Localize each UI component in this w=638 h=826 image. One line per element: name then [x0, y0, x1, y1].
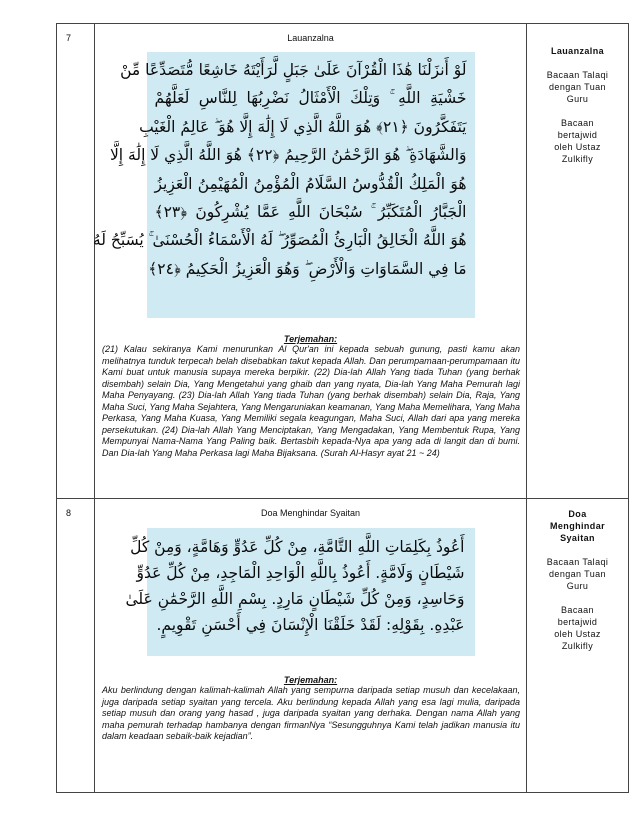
notes-cell [527, 499, 629, 793]
row-number: 7 [57, 24, 95, 499]
content-cell [92, 24, 527, 499]
content-cell [95, 499, 527, 793]
arabic-line: خَشْيَةِ اللَّهِ ۚ وَتِلْكَ الْأَمْثَالُ نَضْرِبُهَا لِلنَّاسِ لَعَلَّهُمْ [154, 89, 467, 108]
section-title: Lauanzalna [287, 33, 334, 43]
translation-text: (21) Kalau sekiranya Kami menurunkan Al Qur'an ini kepada sebuah gunung, pasti kamu akan melihatnya tunduk terpecah belah disebabkan takut kepada Allah. Dan perumpamaan-perumpamaan itu Kami buat untuk manusia supaya mereka berpikir. (22) Dia-lah Allah Yang tiada Tuhan (yang berhak disembah) selain Dia, Yang Mengetahui yang ghaib dan yang nyata, Dia-lah Yang Maha Pemurah lagi Maha Penyayang. (23) Dia-lah Allah Yang tiada Tuhan (yang berhak disembah) selain Dia, Raja, Yang Maha Suci, Yang Maha Sejahtera, Yang Mengaruniakan keamanan, Yang Maha Memelihara, Yang Maha Perkasa, Yang Maha Kuasa, Yang Memiliki segala keagungan, Maha Suci, Allah dari apa yang mereka persekutukan. (24) Dia-lah Allah Yang Menciptakan, Yang Mengadakan, Yang Membentuk Rupa, Yang Mempunyai Nama-Nama Yang Paling baik. Bertasbih kepada-Nya apa yang ada di langit dan di bumi. Dan Dia-lah Yang Maha Perkasa lagi Maha Bijaksana. (Surah Al-Hasyr ayat 21 ~ 24) [102, 344, 520, 458]
translation-text: Aku berlindung dengan kalimah-kalimah Allah yang sempurna daripada setiap musuh dan kecelakaan, juga daripada setiap syaitan yang tercela. Aku berlindung kepada Allah yang esa lagi mulia, daripada setiap musuh dan orang yang hasad , juga daripada syaitan yang derhaka. Dengan nama Allah yang maha pemurah terhadap hambanya dengan firmanNya “Sesungguhnya Kami telah jadikan manusia itu dalam keadaan sebaik-baik kejadian”. [102, 685, 520, 741]
side-teacher: Bacaan bertajwid oleh Ustaz Zulkifly [554, 605, 601, 651]
translation-heading: Terjemahan: [283, 334, 338, 344]
side-teacher: Bacaan bertajwid oleh Ustaz Zulkifly [554, 118, 601, 164]
arabic-line: يَتَفَكَّرُونَ ﴿٢١﴾ هُوَ اللَّهُ الَّذِي لَا إِلَٰهَ إِلَّا هُوَ ۖ عَالِمُ الْغَيْبِ [139, 117, 467, 136]
arabic-text-image [92, 52, 475, 318]
arabic-line: شَيْطَانٍ وَلَامَّةٍ. أَعُوذُ بِاللَّهِ الْوَاحِدِ الْمَاجِدِ، مِنْ كُلِّ عَدُوٍّ [136, 564, 465, 582]
side-method: Bacaan Talaqi dengan Tuan Guru [546, 70, 609, 104]
arabic-line: هُوَ الْمَلِكُ الْقُدُّوسُ السَّلَامُ الْمُؤْمِنُ الْمُهَيْمِنُ الْعَزِيزُ [154, 174, 467, 193]
arabic-line: عَبْدِهِ. بِقَوْلِهِ: لَقَدْ خَلَقْنَا الْإِنْسَانَ فِي أَحْسَنِ تَقْوِيمٍ. [156, 616, 465, 634]
arabic-text-image [125, 528, 475, 656]
section-title: Doa Menghindar Syaitan [260, 508, 361, 518]
arabic-line: مَا فِي السَّمَاوَاتِ وَالْأَرْضِ ۖ وَهُوَ الْعَزِيزُ الْحَكِيمُ ﴿٢٤﴾ [148, 259, 467, 278]
lesson-table [56, 23, 629, 793]
side-title: Lauanzalna [550, 46, 604, 56]
arabic-line: لَوْ أَنزَلْنَا هَٰذَا الْقُرْآنَ عَلَىٰ جَبَلٍ لَّرَأَيْتَهُ خَاشِعًا مُّتَصَدِّعًا مِّنْ [120, 61, 467, 79]
arabic-line: وَحَاسِدٍ، وَمِنْ كُلِّ شَيْطَانٍ مَارِدٍ. بِسْمِ اللَّهِ الرَّحْمَٰنِ عَلَىٰ [125, 590, 465, 608]
arabic-line: الْجَبَّارُ الْمُتَكَبِّرُ ۚ سُبْحَانَ اللَّهِ عَمَّا يُشْرِكُونَ ﴿٢٣﴾ [154, 203, 467, 222]
arabic-line: وَالشَّهَادَةِ ۖ هُوَ الرَّحْمَٰنُ الرَّحِيمُ ﴿٢٢﴾ هُوَ اللَّهُ الَّذِي لَا إِلَٰهَ إِلَّا [109, 146, 467, 165]
arabic-line: أَعُوذُ بِكَلِمَاتِ اللَّهِ التَّامَّةِ، مِنْ كُلِّ عَدُوٍّ وَهَامَّةٍ، وَمِنْ كُلِّ [130, 538, 465, 556]
table-row [57, 499, 629, 793]
notes-cell [527, 24, 629, 499]
translation-heading: Terjemahan: [283, 675, 338, 685]
side-title: Doa Menghindar Syaitan [550, 509, 605, 543]
row-number: 8 [57, 499, 95, 793]
table-row [57, 24, 629, 499]
arabic-line: هُوَ اللَّهُ الْخَالِقُ الْبَارِئُ الْمُصَوِّرُ ۖ لَهُ الْأَسْمَاءُ الْحُسْنَىٰ ۚ يُسَبِّحُ لَهُ [92, 231, 467, 250]
side-method: Bacaan Talaqi dengan Tuan Guru [546, 557, 609, 591]
